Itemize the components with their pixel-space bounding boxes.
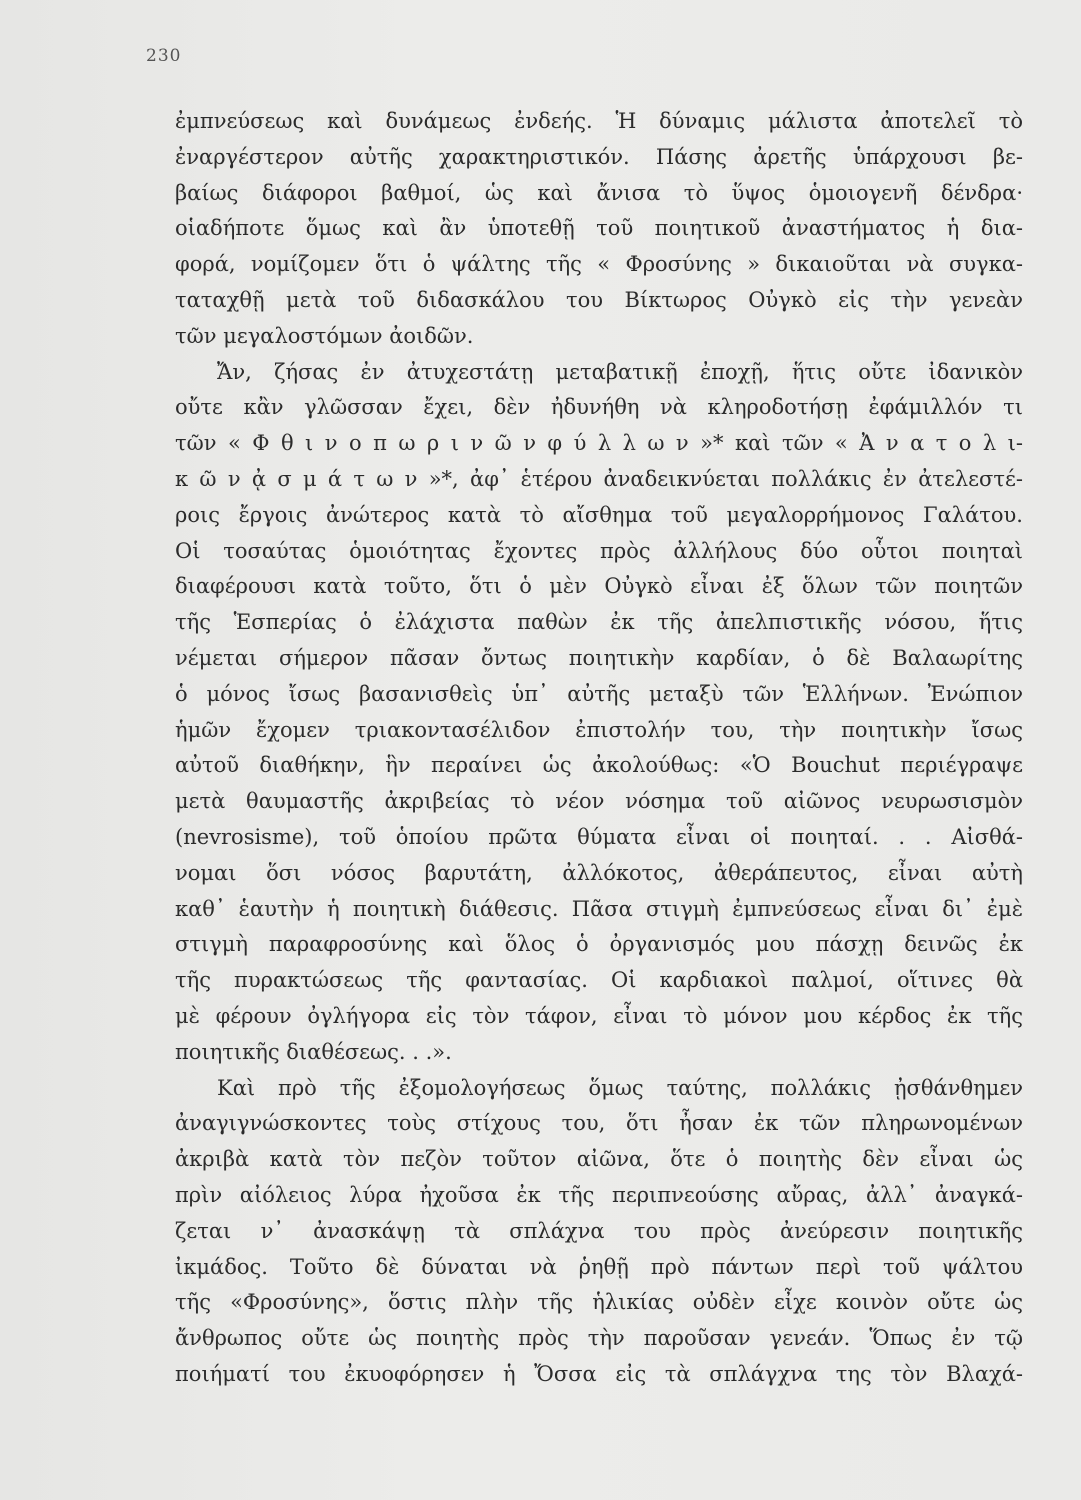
text-line: τῆς πυρακτώσεως τῆς φαντασίας. Οἱ καρδιακοὶ παλμοί, οἵτινες θὰ: [175, 968, 1023, 993]
text-line: φορά, νομίζομεν ὅτι ὁ ψάλτης τῆς « Φροσύνης » δικαιοῦται νὰ συγκα-: [175, 252, 1023, 277]
text-line: ποιητικῆς διαθέσεως. . .».: [175, 1039, 452, 1064]
text-line: αὐτοῦ διαθήκην, ἣν περαίνει ὡς ἀκολούθως: «Ὁ Bouchut περιέγραψε: [175, 753, 1023, 778]
text-line: τῆς Ἑσπερίας ὁ ἐλάχιστα παθὼν ἐκ τῆς ἀπελπιστικῆς νόσου, ἥτις: [175, 610, 1023, 635]
text-line: ταταχθῇ μετὰ τοῦ διδασκάλου του Βίκτωρος Οὐγκὸ εἰς τὴν γενεὰν: [175, 287, 1023, 312]
text-line: ἰκμάδος. Τοῦτο δὲ δύναται νὰ ῥηθῇ πρὸ πάντων περὶ τοῦ ψάλτου: [175, 1254, 1023, 1279]
text-line: ἐμπνεύσεως καὶ δυνάμεως ἐνδεής. Ἡ δύναμις μάλιστα ἀποτελεῖ τὸ: [175, 109, 1023, 133]
text-line: ροις ἔργοις ἀνώτερος κατὰ τὸ αἴσθημα τοῦ μεγαλορρήμονος Γαλάτου.: [175, 502, 1023, 527]
text-line: νέμεται σήμερον πᾶσαν ὄντως ποιητικὴν καρδίαν, ὁ δὲ Βαλαωρίτης: [175, 645, 1023, 670]
text-line: οὔτε κἂν γλῶσσαν ἔχει, δὲν ἠδυνήθη νὰ κληροδοτήσῃ ἐφάμιλλόν τι: [175, 395, 1023, 420]
text-line: τῶν μεγαλοστόμων ἀοιδῶν.: [175, 323, 474, 348]
text-line: τῆς «Φροσύνης», ὅστις πλὴν τῆς ἡλικίας οὐδὲν εἶχε κοινὸν οὔτε ὡς: [175, 1290, 1023, 1315]
text-line: ἡμῶν ἔχομεν τριακοντασέλιδον ἐπιστολήν του, τὴν ποιητικὴν ἴσως: [175, 717, 1023, 742]
text-line: Καὶ πρὸ τῆς ἐξομολογήσεως ὅμως ταύτης, πολλάκις ᾐσθάνθημεν: [217, 1075, 1023, 1100]
text-line: ζεται ν᾽ ἀνασκάψῃ τὰ σπλάχνα του πρὸς ἀνεύρεσιν ποιητικῆς: [175, 1218, 1023, 1243]
text-line: καθ᾽ ἑαυτὴν ἡ ποιητικὴ διάθεσις. Πᾶσα στιγμὴ ἐμπνεύσεως εἶναι δι᾽ ἐμὲ: [175, 896, 1023, 921]
page-number: 230: [146, 46, 182, 66]
text-line: Ἄν, ζήσας ἐν ἀτυχεστάτῃ μεταβατικῇ ἐποχῇ, ἥτις οὔτε ἰδανικὸν: [217, 359, 1023, 384]
text-line: ἄνθρωπος οὔτε ὡς ποιητὴς πρὸς τὴν παροῦσαν γενεάν. Ὅπως ἐν τῷ: [175, 1326, 1023, 1351]
text-line: οἱαδήποτε ὅμως καὶ ἂν ὑποτεθῇ τοῦ ποιητικοῦ ἀναστήματος ἡ δια-: [175, 216, 1023, 241]
text-line: ὁ μόνος ἴσως βασανισθεὶς ὑπ᾽ αὐτῆς μεταξὺ τῶν Ἑλλήνων. Ἐνώπιον: [175, 681, 1023, 706]
text-line: ἀναγιγνώσκοντες τοὺς στίχους του, ὅτι ἦσαν ἐκ τῶν πληρωνομένων: [175, 1111, 1023, 1136]
text-line: βαίως διάφοροι βαθμοί, ὡς καὶ ἄνισα τὸ ὕψος ὁμοιογενῆ δένδρα·: [175, 180, 1023, 205]
text-line: τῶν « Φ θ ι ν ο π ω ρ ι ν ῶ ν φ ύ λ λ ω ν »* καὶ τῶν « Ἀ ν α τ ο λ ι-: [175, 431, 1023, 456]
text-line: ἐναργέστερον αὐτῆς χαρακτηριστικόν. Πάσης ἀρετῆς ὑπάρχουσι βε-: [175, 144, 1023, 169]
text-line: Οἱ τοσαύτας ὁμοιότητας ἔχοντες πρὸς ἀλλήλους δύο οὗτοι ποιηταὶ: [175, 538, 1023, 563]
text-line: στιγμὴ παραφροσύνης καὶ ὅλος ὁ ὀργανισμός μου πάσχῃ δεινῶς ἐκ: [175, 932, 1023, 957]
text-line: ποιήματί του ἐκυοφόρησεν ἡ Ὄσσα εἰς τὰ σπλάγχνα της τὸν Βλαχά-: [175, 1361, 1023, 1386]
body-text: [175, 104, 1023, 1393]
text-line: νομαι ὅσι νόσος βαρυτάτη, ἀλλόκοτος, ἀθεράπευτος, εἶναι αὐτὴ: [175, 860, 1023, 885]
text-line: μετὰ θαυμαστῆς ἀκριβείας τὸ νέον νόσημα τοῦ αἰῶνος νευρωσισμὸν: [175, 789, 1023, 814]
text-line: (nevrosisme), τοῦ ὁποίου πρῶτα θύματα εἶναι οἱ ποιηταί. . . Αἰσθά-: [175, 824, 1023, 849]
text-line: μὲ φέρουν ὀγλήγορα εἰς τὸν τάφον, εἶναι τὸ μόνον μου κέρδος ἐκ τῆς: [175, 1003, 1023, 1028]
text-line: πρὶν αἰόλειος λύρα ἠχοῦσα ἐκ τῆς περιπνεούσης αὔρας, ἀλλ᾽ ἀναγκά-: [175, 1182, 1023, 1207]
text-line: ἀκριβὰ κατὰ τὸν πεζὸν τοῦτον αἰῶνα, ὅτε ὁ ποιητὴς δὲν εἶναι ὡς: [175, 1147, 1023, 1172]
text-line: διαφέρουσι κατὰ τοῦτο, ὅτι ὁ μὲν Οὐγκὸ εἶναι ἐξ ὅλων τῶν ποιητῶν: [175, 574, 1023, 599]
text-line: κ ῶ ν ᾀ σ μ ά τ ω ν »*, ἀφ᾽ ἑτέρου ἀναδεικνύεται πολλάκις ἐν ἀτελεστέ-: [175, 466, 1023, 491]
